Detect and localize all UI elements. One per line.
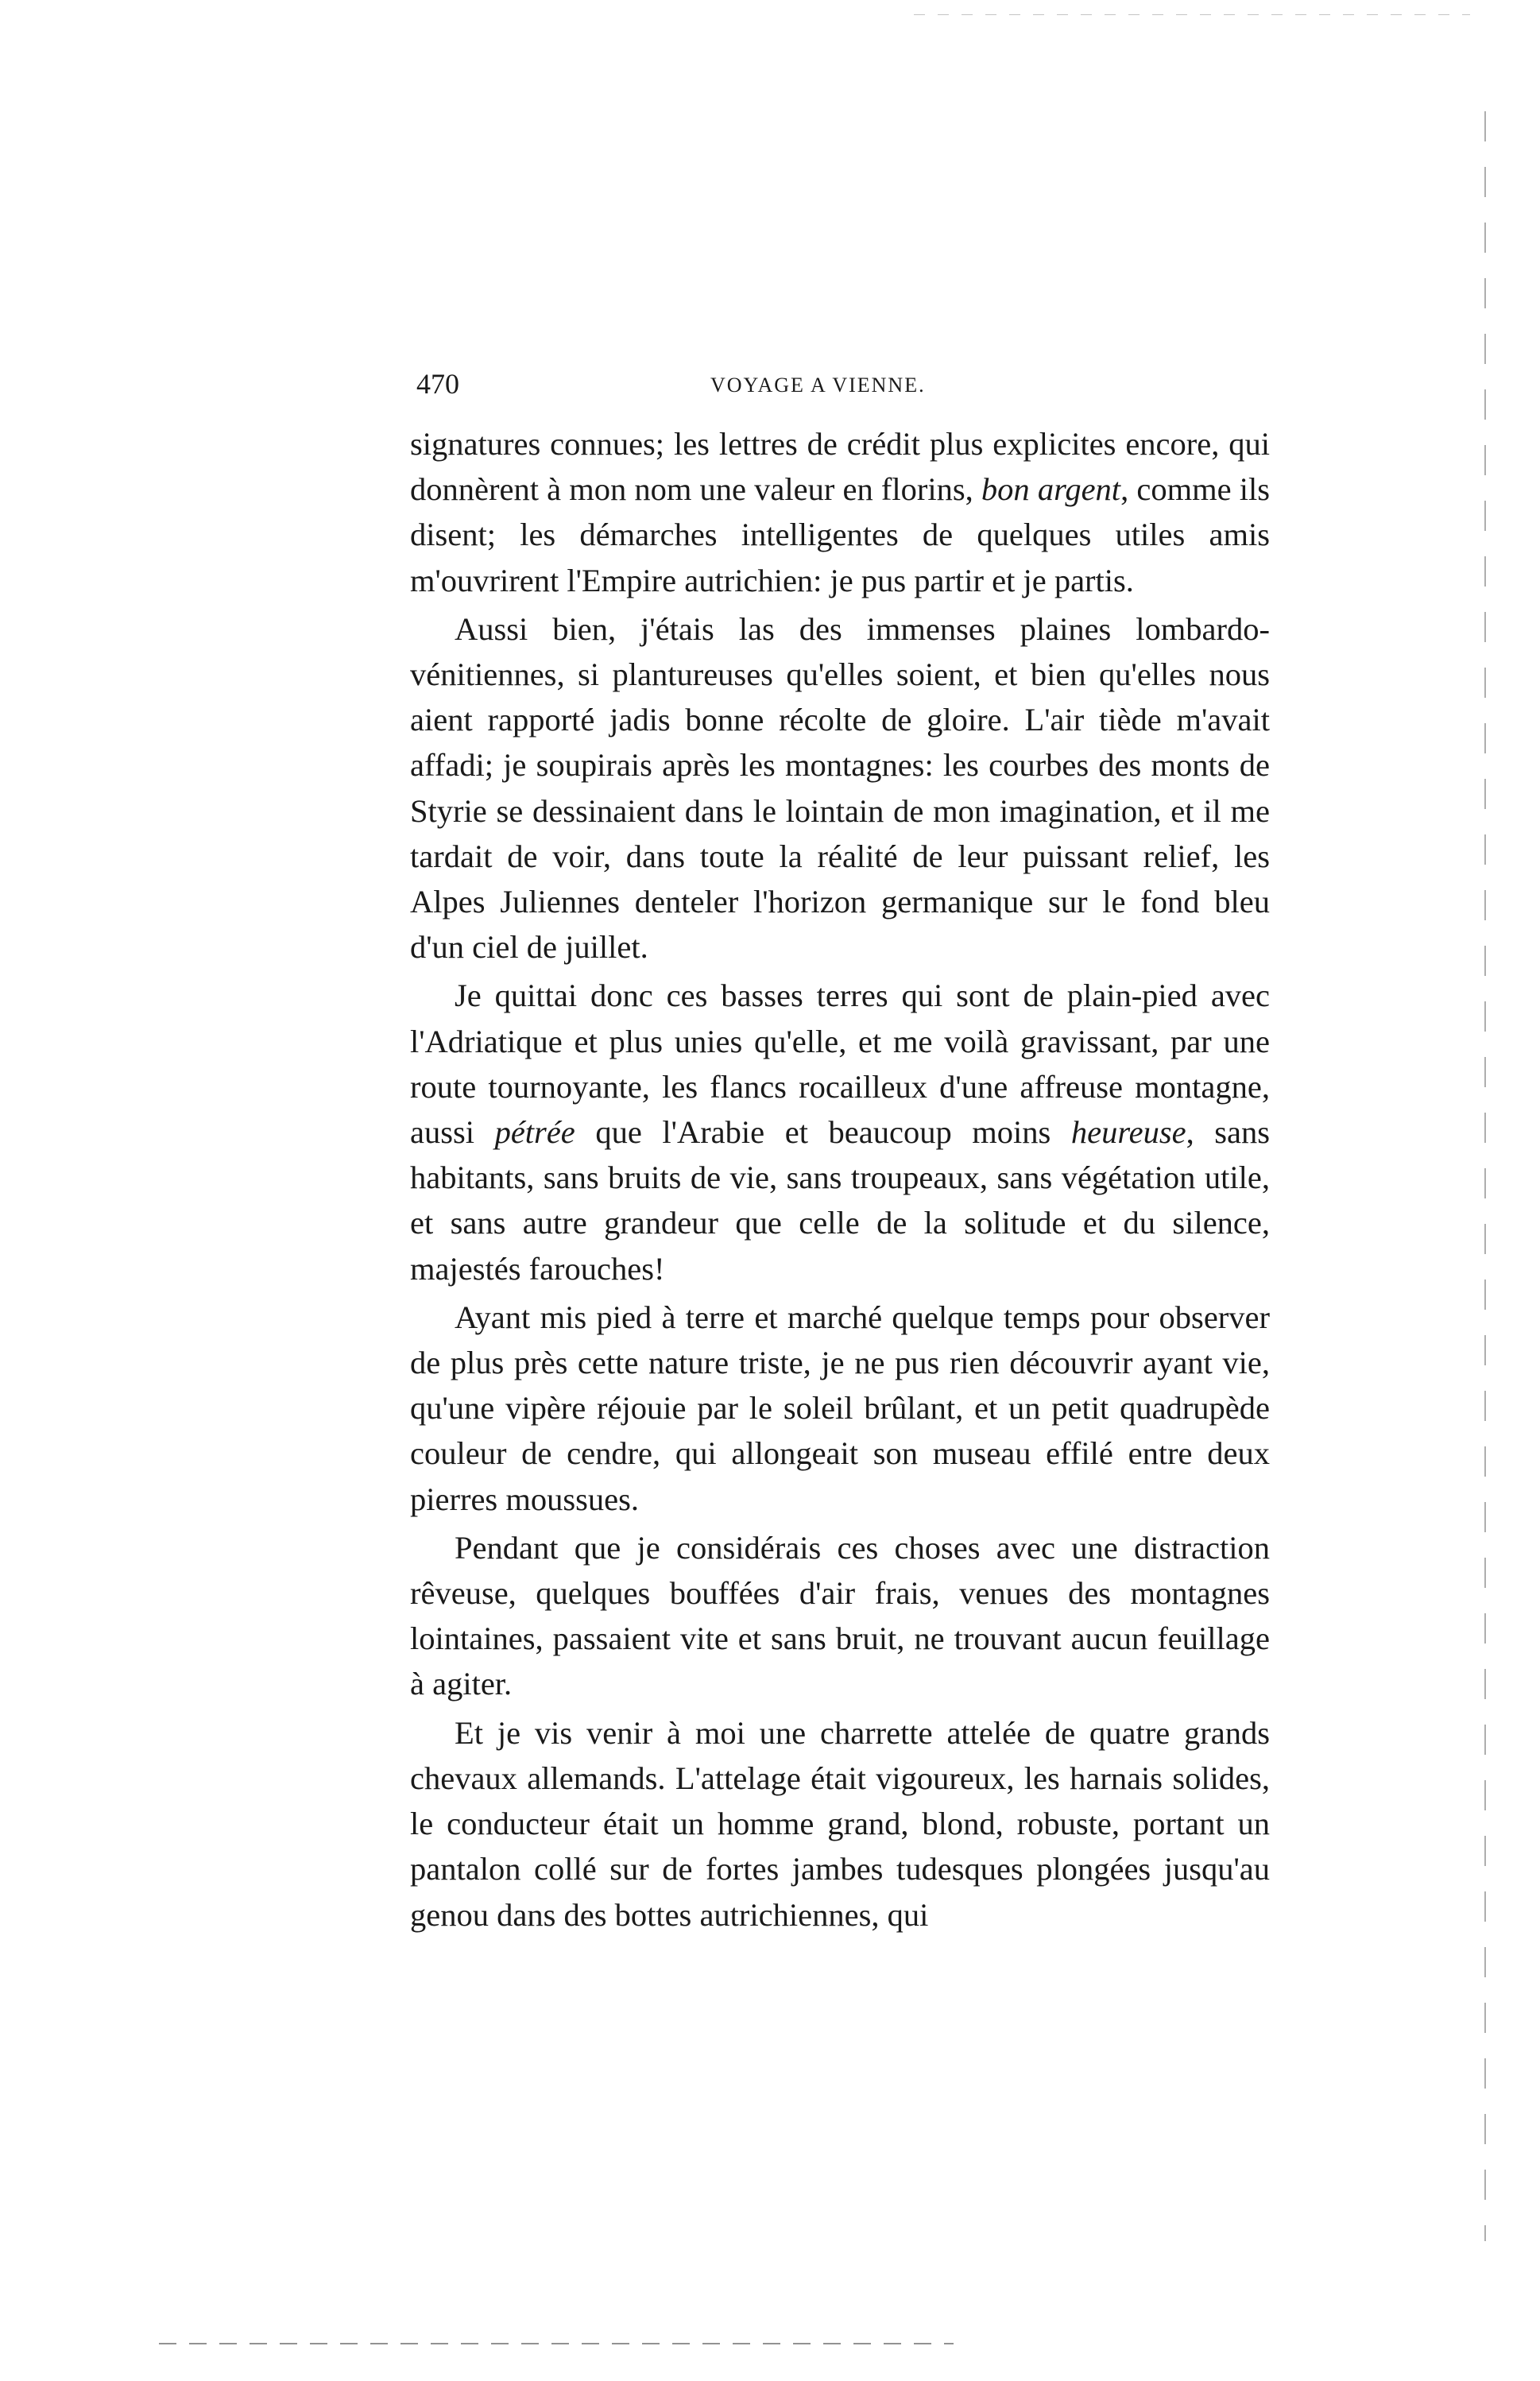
body-text — [410, 421, 1270, 1938]
scan-edge-mark-top — [914, 14, 1470, 15]
page-number: 470 — [416, 368, 459, 400]
paragraph-text: Je quittai donc ces basses terres qui sont de plain-pied avec l'Adriatique et plus unies qu'elle, et me voilà gravissant, par une route tournoyante, les flancs rocailleux d'une affreuse montagne, aussi — [410, 978, 1270, 1151]
paragraph-text: signatures connues; les lettres de crédit plus explicites encore, qui donnèrent à mon nom une valeur en florins, — [410, 426, 1270, 508]
scan-edge-mark-bottom — [159, 2343, 954, 2344]
paragraph — [410, 1295, 1270, 1522]
paragraph-text: Ayant mis pied à terre et marché quelque temps pour observer de plus près cette nature triste, je ne pus rien découvrir ayant vie, qu'une vipère réjouie par le soleil brûlant, et un petit quadrupède couleur de cendre, qui allongeait son museau effilé entre deux pierres moussues. — [410, 1299, 1270, 1517]
paragraph — [410, 973, 1270, 1291]
paragraph-text: Aussi bien, j'étais las des immenses plaines lombardo-vénitiennes, si plantureuses qu'elles soient, et bien qu'elles nous aient rapporté jadis bonne récolte de gloire. L'air tiède m'avait affadi; je soupirais après les montagnes: les courbes des monts de Styrie se dessinaient dans le lointain de mon imagination, et il me tardait de voir, dans toute la réalité de leur puissant relief, les Alpes Juliennes denteler l'horizon germanique sur le fond bleu d'un ciel de juillet. — [410, 610, 1270, 966]
page-header — [416, 367, 1259, 407]
paragraph-text: Pendant que je considérais ces choses avec une distraction rêveuse, quelques bouffées d'air frais, venues des montagnes lointaines, passaient vite et sans bruit, ne trouvant aucun feuillage à agiter. — [410, 1529, 1270, 1702]
paragraph — [410, 1710, 1270, 1938]
paragraph — [410, 606, 1270, 970]
italic-text: bon argent — [981, 471, 1121, 508]
paragraph-text: , comme ils disent; les démarches intelligentes de quelques utiles amis m'ouvrirent l'Empire autrichien: je pus partir et je partis. — [410, 471, 1270, 598]
running-head: VOYAGE A VIENNE. — [710, 374, 926, 397]
paragraph-text: que l'Arabie et beaucoup moins — [575, 1114, 1071, 1151]
italic-text: heureuse — [1070, 1114, 1186, 1151]
paragraph — [410, 1525, 1270, 1707]
paragraph-text: Et je vis venir à moi une charrette attelée de quatre grands chevaux allemands. L'attelage était vigoureux, les harnais solides, le conducteur était un homme grand, blond, robuste, portant un pantalon collé sur de fortes jambes tudesques plongées jusqu'au genou dans des bottes autrichiennes, qui — [410, 1714, 1270, 1933]
paragraph — [410, 421, 1270, 603]
italic-text: pétrée — [494, 1114, 575, 1151]
paragraph-text: , sans habitants, sans bruits de vie, sans troupeaux, sans végétation utile, et sans autre grandeur que celle de la solitude et du silence, majestés farouches! — [410, 1114, 1271, 1287]
scan-edge-mark-right — [1484, 111, 1486, 2241]
